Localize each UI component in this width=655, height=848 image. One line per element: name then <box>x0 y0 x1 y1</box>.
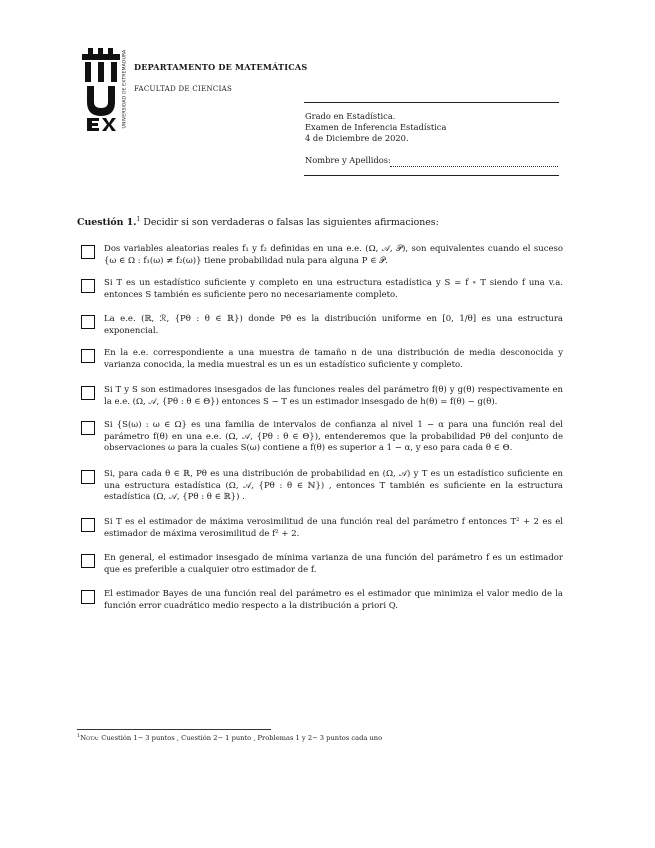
exam-date-line: 4 de Diciembre de 2020. <box>305 133 409 143</box>
degree-line: Grado en Estadística. <box>305 111 396 121</box>
true-false-checkbox[interactable] <box>81 590 95 604</box>
statement-text: Si, para cada θ ∈ ℝ, Pθ es una distribución de probabilidad en (Ω, 𝒜) y T es un estadístico suficiente en una estructura estadística (Ω, 𝒜, {Pθ : θ ∈ ℕ}) , entonces T también es suficiente en la estructura estadística (Ω, 𝒜, {Pθ : θ ∈ ℝ}) . <box>104 469 563 503</box>
question-prompt: Decidir si son verdaderas o falsas las siguientes afirmaciones: <box>143 217 439 228</box>
statement-text: En la e.e. correspondiente a una muestra de tamaño n de una distribución de media desconocida y varianza conocida, la media muestral es un es un estadístico suficiente y completo. <box>104 348 563 370</box>
uex-logo-mark <box>82 46 120 132</box>
university-logo <box>82 46 128 132</box>
statement-text: Si T y S son estimadores insesgados de las funciones reales del parámetro f(θ) y g(θ) respectivamente en la e.e. (Ω, 𝒜, {Pθ : θ ∈ Θ}) entonces S − T es un estimador insesgado de h(θ) = f(θ) − g(θ). <box>104 385 563 407</box>
statement-text: En general, el estimador insesgado de mínima varianza de una función del parámetro f es un estimador que es preferible a cualquier otro estimador de f. <box>104 553 563 575</box>
statement-text: Dos variables aleatorias reales f₁ y f₂ definidas en una e.e. (Ω, 𝒜, 𝒫), son equivalentes cuando el suceso {ω ∈ Ω : f₁(ω) ≠ f₂(ω)} tiene probabilidad nula para alguna P ∈ 𝒫. <box>104 244 563 266</box>
footnote-mark: 1 <box>77 733 81 739</box>
name-field[interactable] <box>390 159 558 167</box>
footnote <box>77 733 382 742</box>
footnote-text: Cuestión 1− 3 puntos , Cuestión 2− 1 punto , Problemas 1 y 2− 3 puntos cada uno <box>101 734 383 742</box>
true-false-checkbox[interactable] <box>81 315 95 329</box>
true-false-checkbox[interactable] <box>81 349 95 363</box>
true-false-checkbox[interactable] <box>81 245 95 259</box>
footnote-label: Nota: <box>80 734 100 742</box>
true-false-checkbox[interactable] <box>81 554 95 568</box>
statement-text: El estimador Bayes de una función real del parámetro es el estimador que minimiza el valor medio de la función error cuadrático medio respecto a la distribución a priori Q. <box>104 589 563 611</box>
true-false-checkbox[interactable] <box>81 279 95 293</box>
true-false-checkbox[interactable] <box>81 518 95 532</box>
department-title: DEPARTAMENTO DE MATEMÁTICAS <box>134 62 308 72</box>
true-false-checkbox[interactable] <box>81 470 95 484</box>
statement-text: Si T es un estadístico suficiente y completo en una estructura estadística y S = f ∘ T siendo f una v.a. entonces S también es suficiente pero no necesariamente completo. <box>104 278 563 300</box>
question-label: Cuestión 1. <box>77 217 137 228</box>
exam-info-box <box>304 102 559 176</box>
faculty-title: FACULTAD DE CIENCIAS <box>134 85 233 93</box>
name-label: Nombre y Apellidos: <box>305 155 391 165</box>
question-footnote-mark: 1 <box>136 216 141 223</box>
logo-vertical-text: UNIVERSIDAD DE EXTREMADURA <box>122 49 128 129</box>
question-title <box>77 216 439 228</box>
statement-text: Si {S(ω) : ω ∈ Ω} es una familia de intervalos de confianza al nivel 1 − α para una función real del parámetro f(θ) en una e.e. (Ω, 𝒜, {Pθ : θ ∈ Θ}), entenderemos que la probabilidad Pθ del conjunto de observaciones ω para la cuales S(ω) contiene a f(θ) es superior a 1 − α, y eso para cada θ ∈ Θ. <box>104 420 563 454</box>
footnote-divider <box>77 729 271 730</box>
statement-text: Si T es el estimador de máxima verosimilitud de una función real del parámetro f entonces T² + 2 es el estimador de máxima verosimilitud de f² + 2. <box>104 517 563 539</box>
exam-subject-line: Examen de Inferencia Estadística <box>305 122 447 132</box>
statement-text: La e.e. (ℝ, ℛ, {Pθ : θ ∈ ℝ}) donde Pθ es la distribución uniforme en [0, 1/θ] es una estructura exponencial. <box>104 314 563 336</box>
true-false-checkbox[interactable] <box>81 386 95 400</box>
true-false-checkbox[interactable] <box>81 421 95 435</box>
